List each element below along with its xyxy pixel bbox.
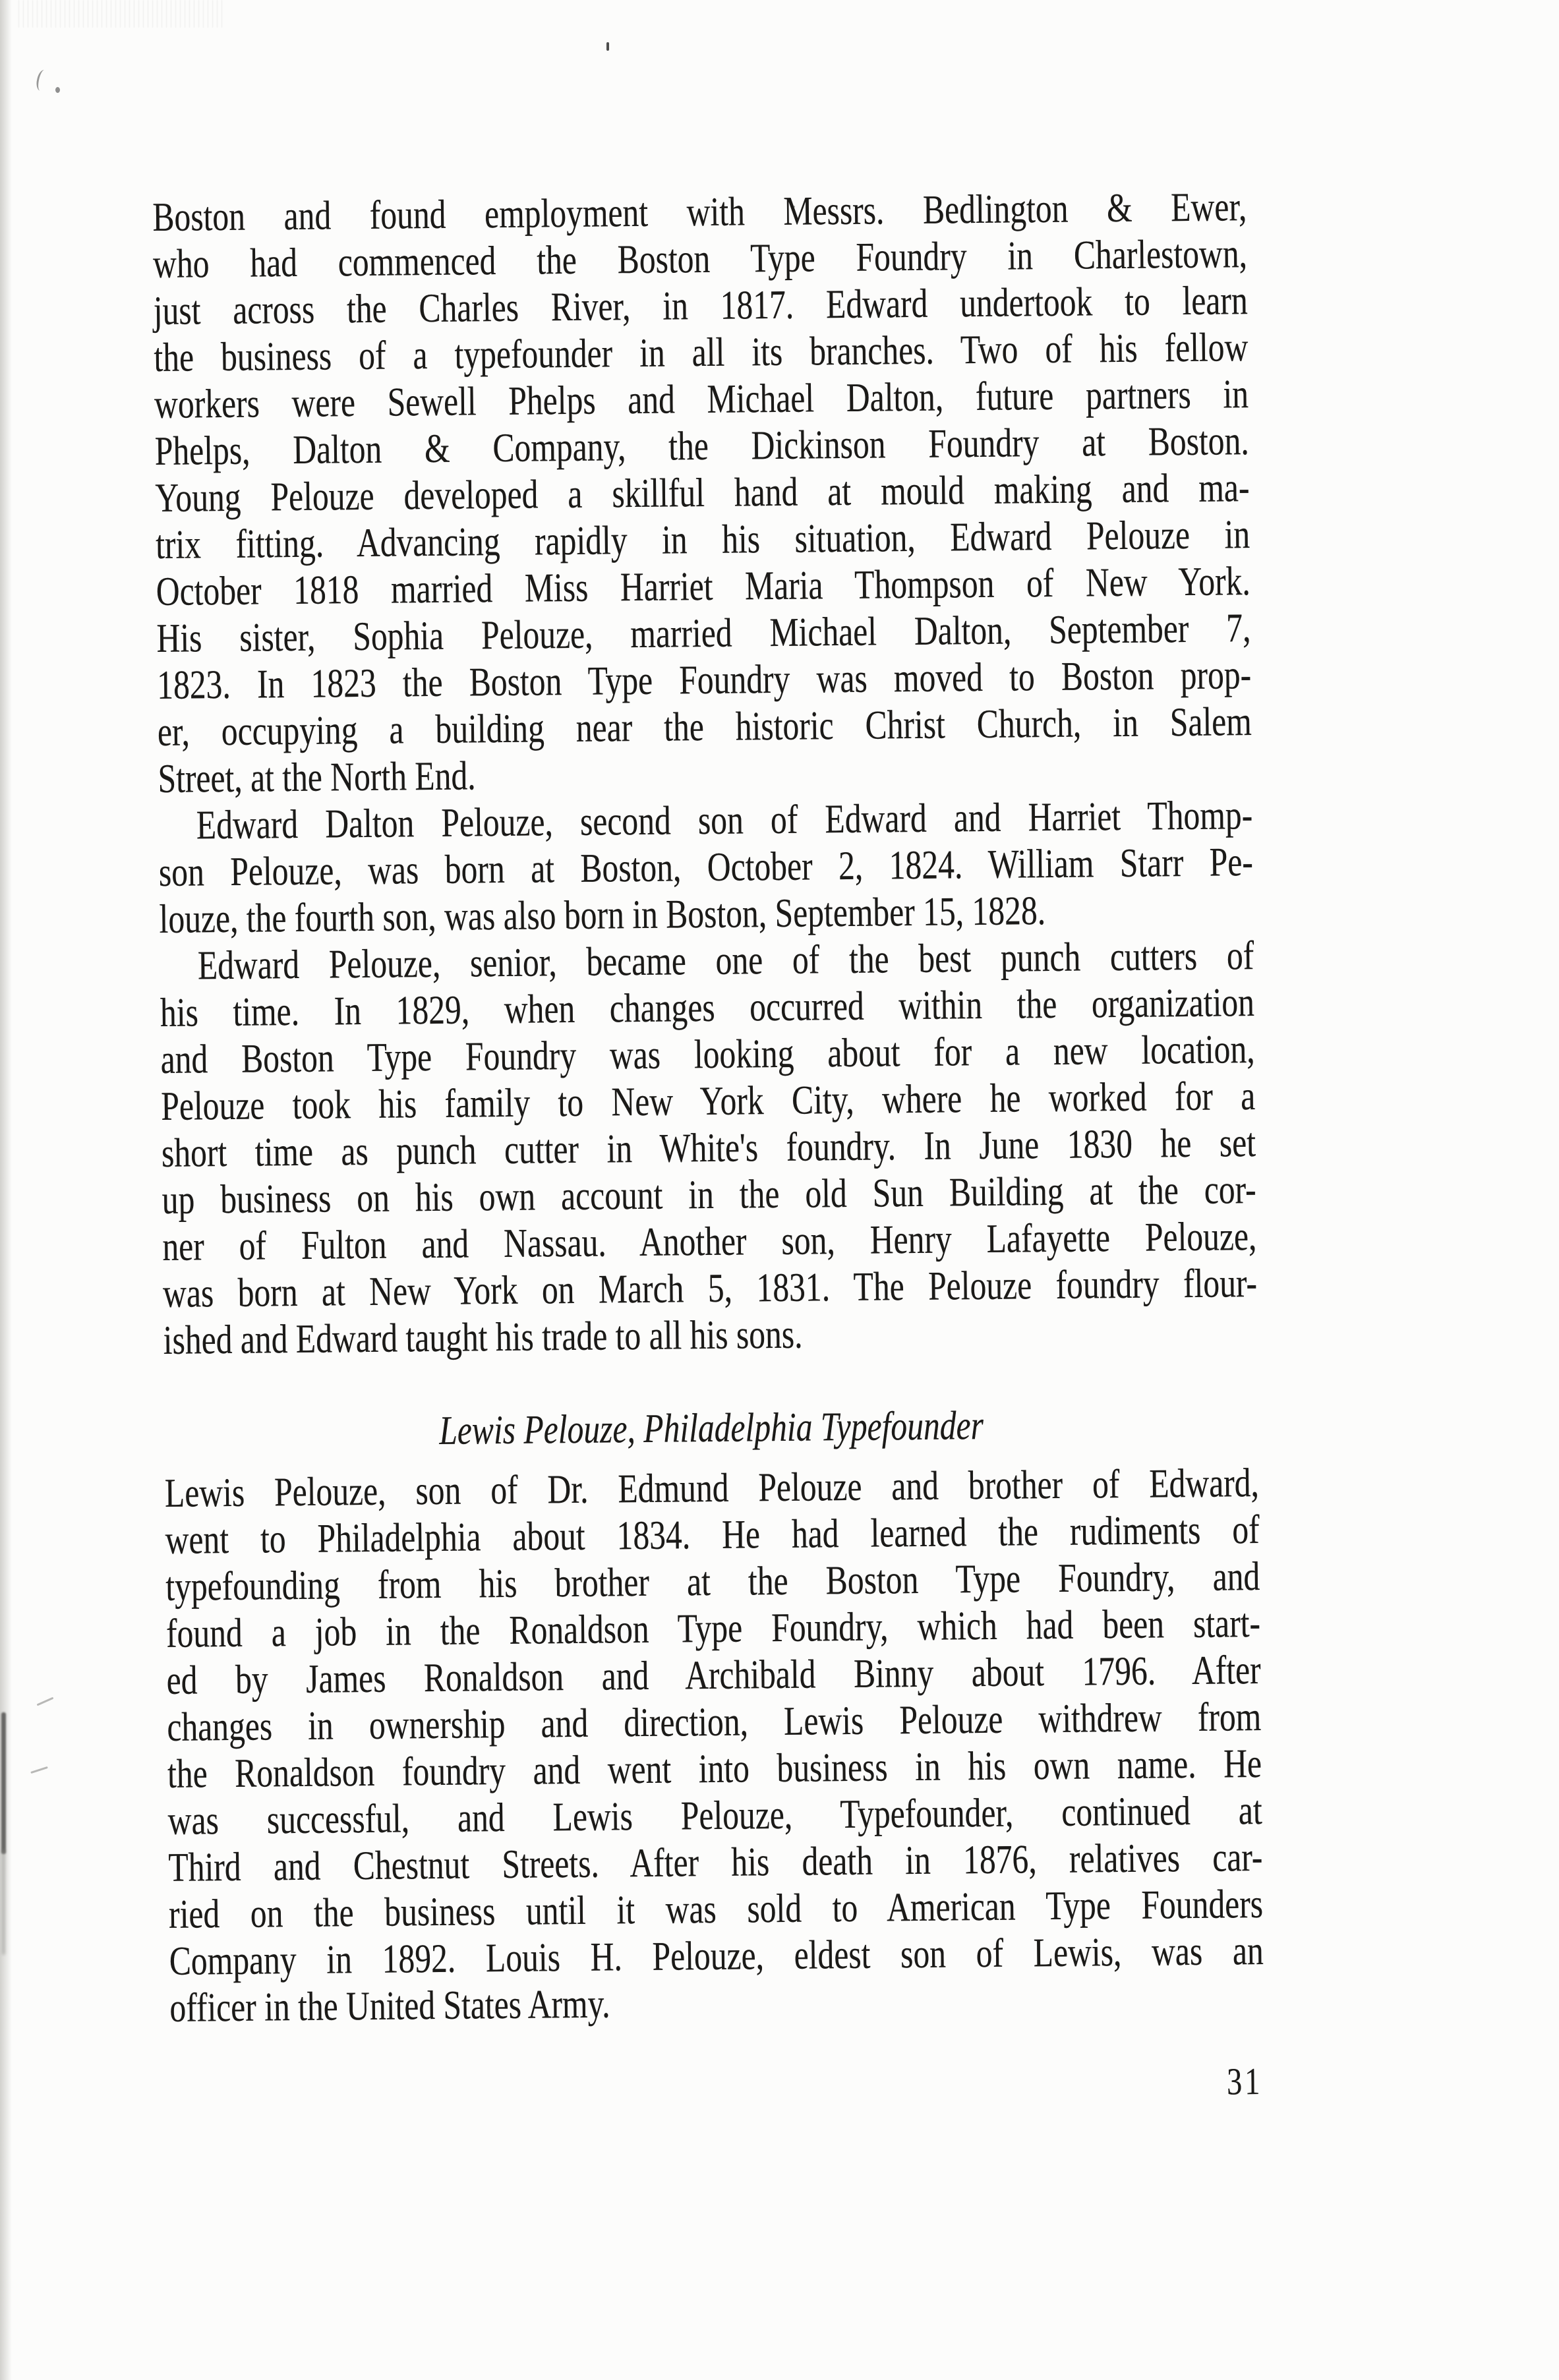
- text-line: ished and Edward taught his trade to all his sons.: [163, 1312, 803, 1363]
- text-line: son Pelouze, was born at Boston, October 2, 1824. William Starr Pe-: [158, 840, 1254, 895]
- text-line: Company in 1892. Louis H. Pelouze, eldest son of Lewis, was an: [169, 1928, 1264, 1984]
- text-line: 1823. In 1823 the Boston Type Foundry was moved to Boston prop-: [156, 653, 1252, 708]
- page-number: 31: [1226, 2059, 1263, 2103]
- text-line: just across the Charles River, in 1817. Edward undertook to learn: [153, 278, 1249, 334]
- text-line: officer in the United States Army.: [169, 1981, 610, 2031]
- text-line: typefounding from his brother at the Boston Type Foundry, and: [165, 1554, 1260, 1610]
- text-line: Pelouze took his family to New York City, where he worked for a: [161, 1074, 1256, 1129]
- text-line: Third and Chestnut Streets. After his death in 1876, relatives car-: [168, 1834, 1263, 1890]
- paragraph: [158, 792, 1254, 943]
- binding-scan-artifact: [1, 1712, 6, 1854]
- text-line: workers were Sewell Phelps and Michael Dalton, future partners in: [154, 372, 1249, 428]
- text-line: his time. In 1829, when changes occurred within the organization: [160, 980, 1255, 1035]
- text-line: October 1818 married Miss Harriet Maria Thompson of New York.: [156, 559, 1251, 615]
- scan-speck: [37, 1697, 54, 1706]
- text-line: was born at New York on March 5, 1831. The Pelouze foundry flour-: [162, 1261, 1258, 1316]
- page-edge-shadow: [0, 0, 12, 2380]
- section-heading: Lewis Pelouze, Philadelphia Typefounder: [438, 1403, 984, 1453]
- text-line: Edward Pelouze, senior, became one of the best punch cutters of: [197, 933, 1254, 989]
- text-line: changes in ownership and direction, Lewis Pelouze withdrew from: [167, 1694, 1262, 1750]
- paragraph: [152, 184, 1252, 803]
- text-line: was successful, and Lewis Pelouze, Typefounder, continued at: [167, 1787, 1262, 1843]
- text-line: up business on his own account in the old Sun Building at the cor-: [162, 1167, 1256, 1223]
- paragraph: [165, 1460, 1264, 2032]
- text-line: short time as punch cutter in White's foundry. In June 1830 he set: [161, 1120, 1256, 1176]
- text-line: the Ronaldson foundry and went into business in his own name. He: [167, 1741, 1262, 1797]
- text-column: [152, 184, 1265, 2115]
- text-line: trix fitting. Advancing rapidly in his situation, Edward Pelouze in: [155, 512, 1250, 568]
- text-line: Edward Dalton Pelouze, second son of Edward and Harriet Thomp-: [196, 793, 1253, 848]
- text-line: Street, at the North End.: [158, 753, 476, 801]
- text-line: ed by James Ronaldson and Archibald Binny about 1796. After: [166, 1647, 1261, 1703]
- text-line: and Boston Type Foundry was looking about for a new location,: [160, 1027, 1255, 1082]
- text-line: Young Pelouze developed a skillful hand at mould making and ma-: [155, 465, 1250, 521]
- text-line: went to Philadelphia about 1834. He had learned the rudiments of: [165, 1507, 1260, 1563]
- text-line: His sister, Sophia Pelouze, married Michael Dalton, September 7,: [156, 606, 1251, 662]
- text-line: found a job in the Ronaldson Type Foundry, which had been start-: [165, 1601, 1261, 1656]
- binding-scan-artifact-faint: [2, 1849, 5, 1955]
- paragraph: [160, 933, 1258, 1364]
- text-line: the business of a typefounder in all its branches. Two of his fellow: [154, 325, 1249, 381]
- text-line: Boston and found employment with Messrs. Bedlington & Ewer,: [152, 185, 1247, 241]
- scan-speck: [55, 87, 60, 93]
- body-text: [152, 184, 1265, 2115]
- text-line: louze, the fourth son, was also born in Boston, September 15, 1828.: [159, 888, 1046, 942]
- text-line: ried on the business until it was sold to American Type Founders: [168, 1881, 1264, 1937]
- text-line: who had commenced the Boston Type Foundry in Charlestown,: [152, 231, 1248, 287]
- scan-noise: [18, 0, 223, 28]
- scan-speck: [606, 42, 609, 51]
- scan-speck: [35, 69, 49, 92]
- text-line: er, occupying a building near the historic Christ Church, in Salem: [157, 699, 1252, 755]
- text-line: ner of Fulton and Nassau. Another son, Henry Lafayette Pelouze,: [162, 1214, 1257, 1269]
- scan-speck: [30, 1766, 48, 1774]
- text-line: Phelps, Dalton & Company, the Dickinson Foundry at Boston.: [154, 419, 1250, 475]
- text-line: Lewis Pelouze, son of Dr. Edmund Pelouze and brother of Edward,: [164, 1461, 1260, 1516]
